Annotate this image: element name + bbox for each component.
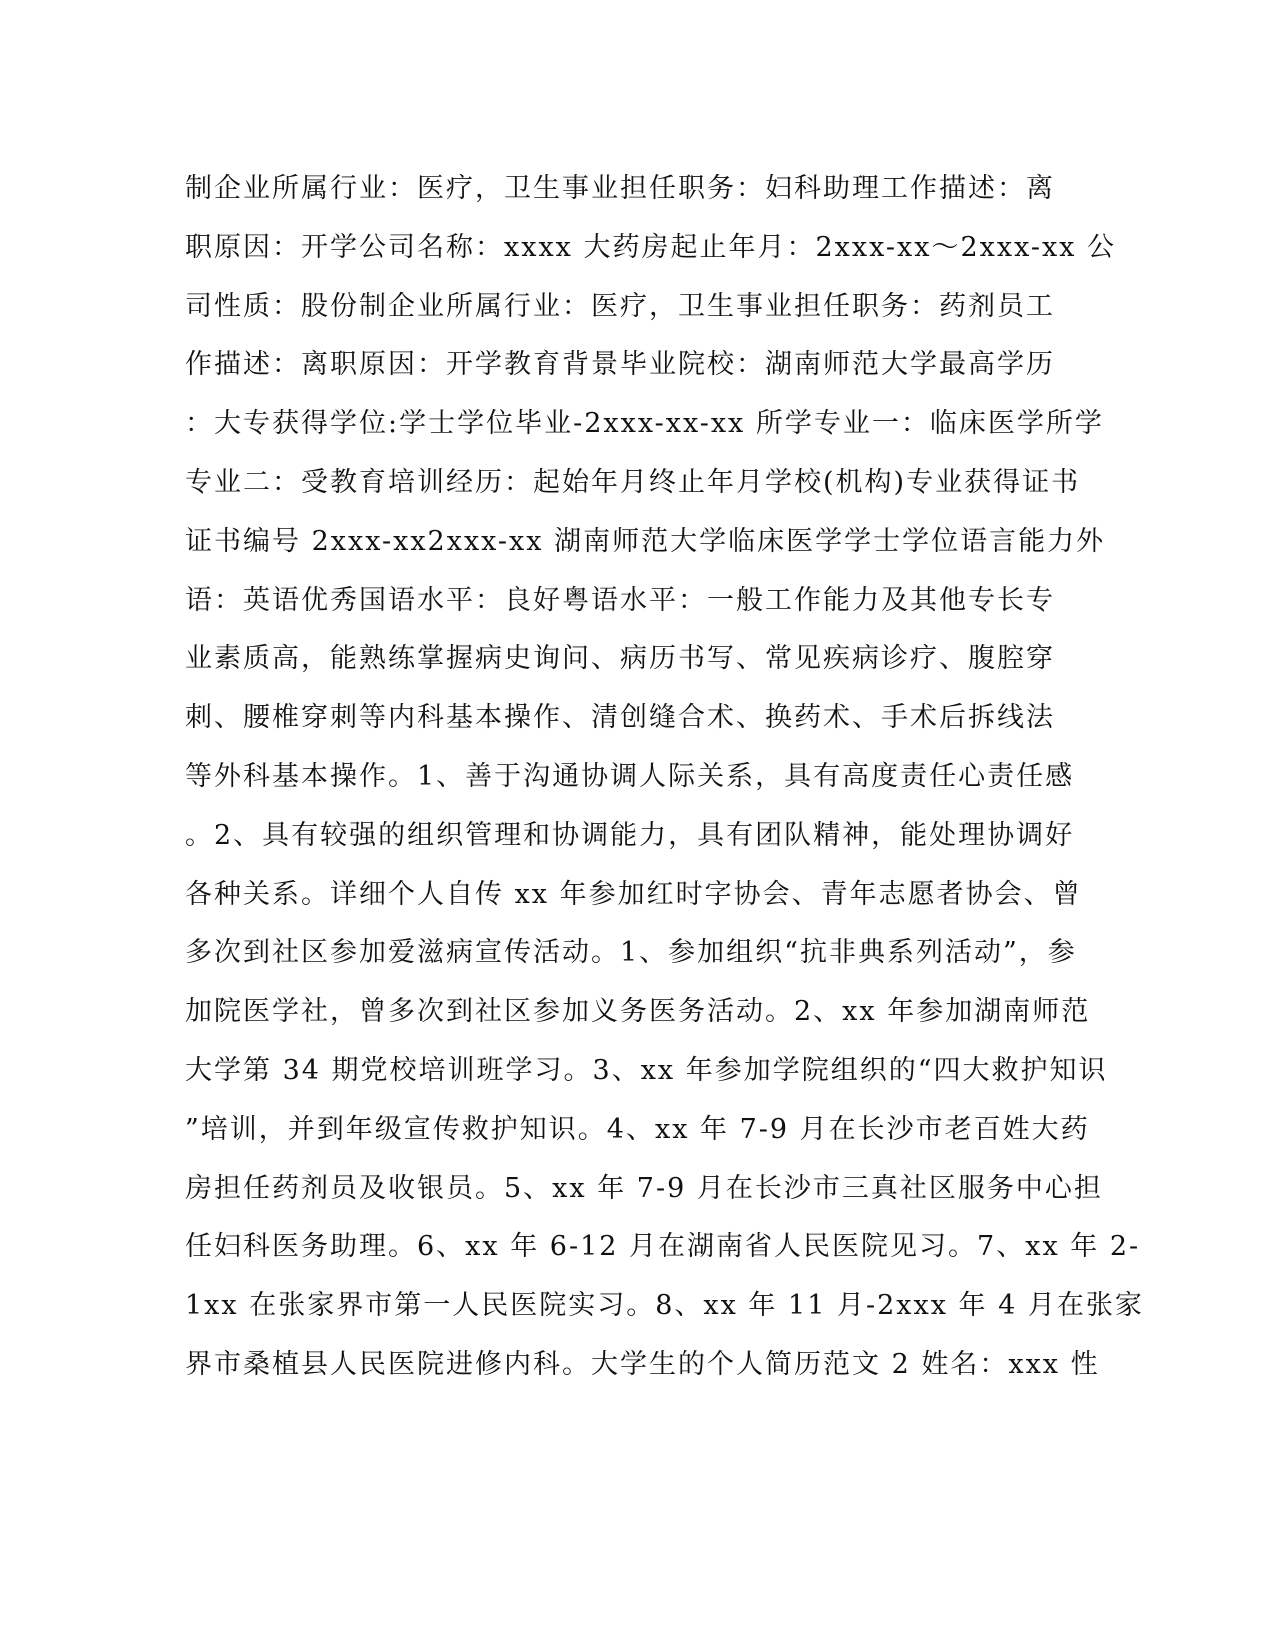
text-line: 语：英语优秀国语水平：良好粤语水平：一般工作能力及其他专长专 [185,584,1055,616]
text-line: 等外科基本操作。1、善于沟通协调人际关系，具有高度责任心责任感 [185,760,1075,792]
text-line: ：大专获得学位:学士学位毕业-2xxx-xx-xx 所学专业一：临床医学所学 [185,408,1104,440]
text-line: 房担任药剂员及收银员。5、xx 年 7-9 月在长沙市三真社区服务中心担 [185,1172,1103,1204]
body-text [185,160,1144,1395]
text-line: 界市桑植县人民医院进修内科。大学生的个人简历范文 2 姓名：xxx 性 [185,1348,1100,1380]
text-line: 任妇科医务助理。6、xx 年 6-12 月在湖南省人民医院见习。7、xx 年 2- [185,1231,1141,1263]
text-line: 。2、具有较强的组织管理和协调能力，具有团队精神，能处理协调好 [185,819,1075,851]
text-line: 证书编号 2xxx-xx2xxx-xx 湖南师范大学临床医学学士学位语言能力外 [185,525,1106,557]
text-line: 制企业所属行业：医疗，卫生事业担任职务：妇科助理工作描述：离 [185,173,1055,204]
text-line: 1xx 在张家界市第一人民医院实习。8、xx 年 11 月-2xxx 年 4 月在张家 [185,1290,1144,1322]
text-line: 职原因：开学公司名称：xxxx 大药房起止年月：2xxx-xx～2xxx-xx 公 [185,231,1116,263]
text-line: 刺、腰椎穿刺等内科基本操作、清创缝合术、换药术、手术后拆线法 [185,702,1055,734]
text-line: 大学第 34 期党校培训班学习。3、xx 年参加学院组织的“四大救护知识 [185,1054,1108,1086]
text-line: 业素质高，能熟练掌握病史询问、病历书写、常见疾病诊疗、腹腔穿 [185,643,1055,675]
text-line: 作描述：离职原因：开学教育背景毕业院校：湖南师范大学最高学历 [185,349,1055,381]
text-line: 司性质：股份制企业所属行业：医疗，卫生事业担任职务：药剂员工 [185,290,1055,322]
text-line: 加院医学社，曾多次到社区参加义务医务活动。2、xx 年参加湖南师范 [185,996,1091,1028]
text-line: 多次到社区参加爱滋病宣传活动。1、参加组织“抗非典系列活动”，参 [185,937,1077,969]
text-line: 各种关系。详细个人自传 xx 年参加红时字协会、青年志愿者协会、曾 [185,878,1082,910]
text-line: ”培训，并到年级宣传救护知识。4、xx 年 7-9 月在长沙市老百姓大药 [185,1113,1090,1145]
text-line: 专业二：受教育培训经历：起始年月终止年月学校(机构)专业获得证书 [185,466,1081,498]
